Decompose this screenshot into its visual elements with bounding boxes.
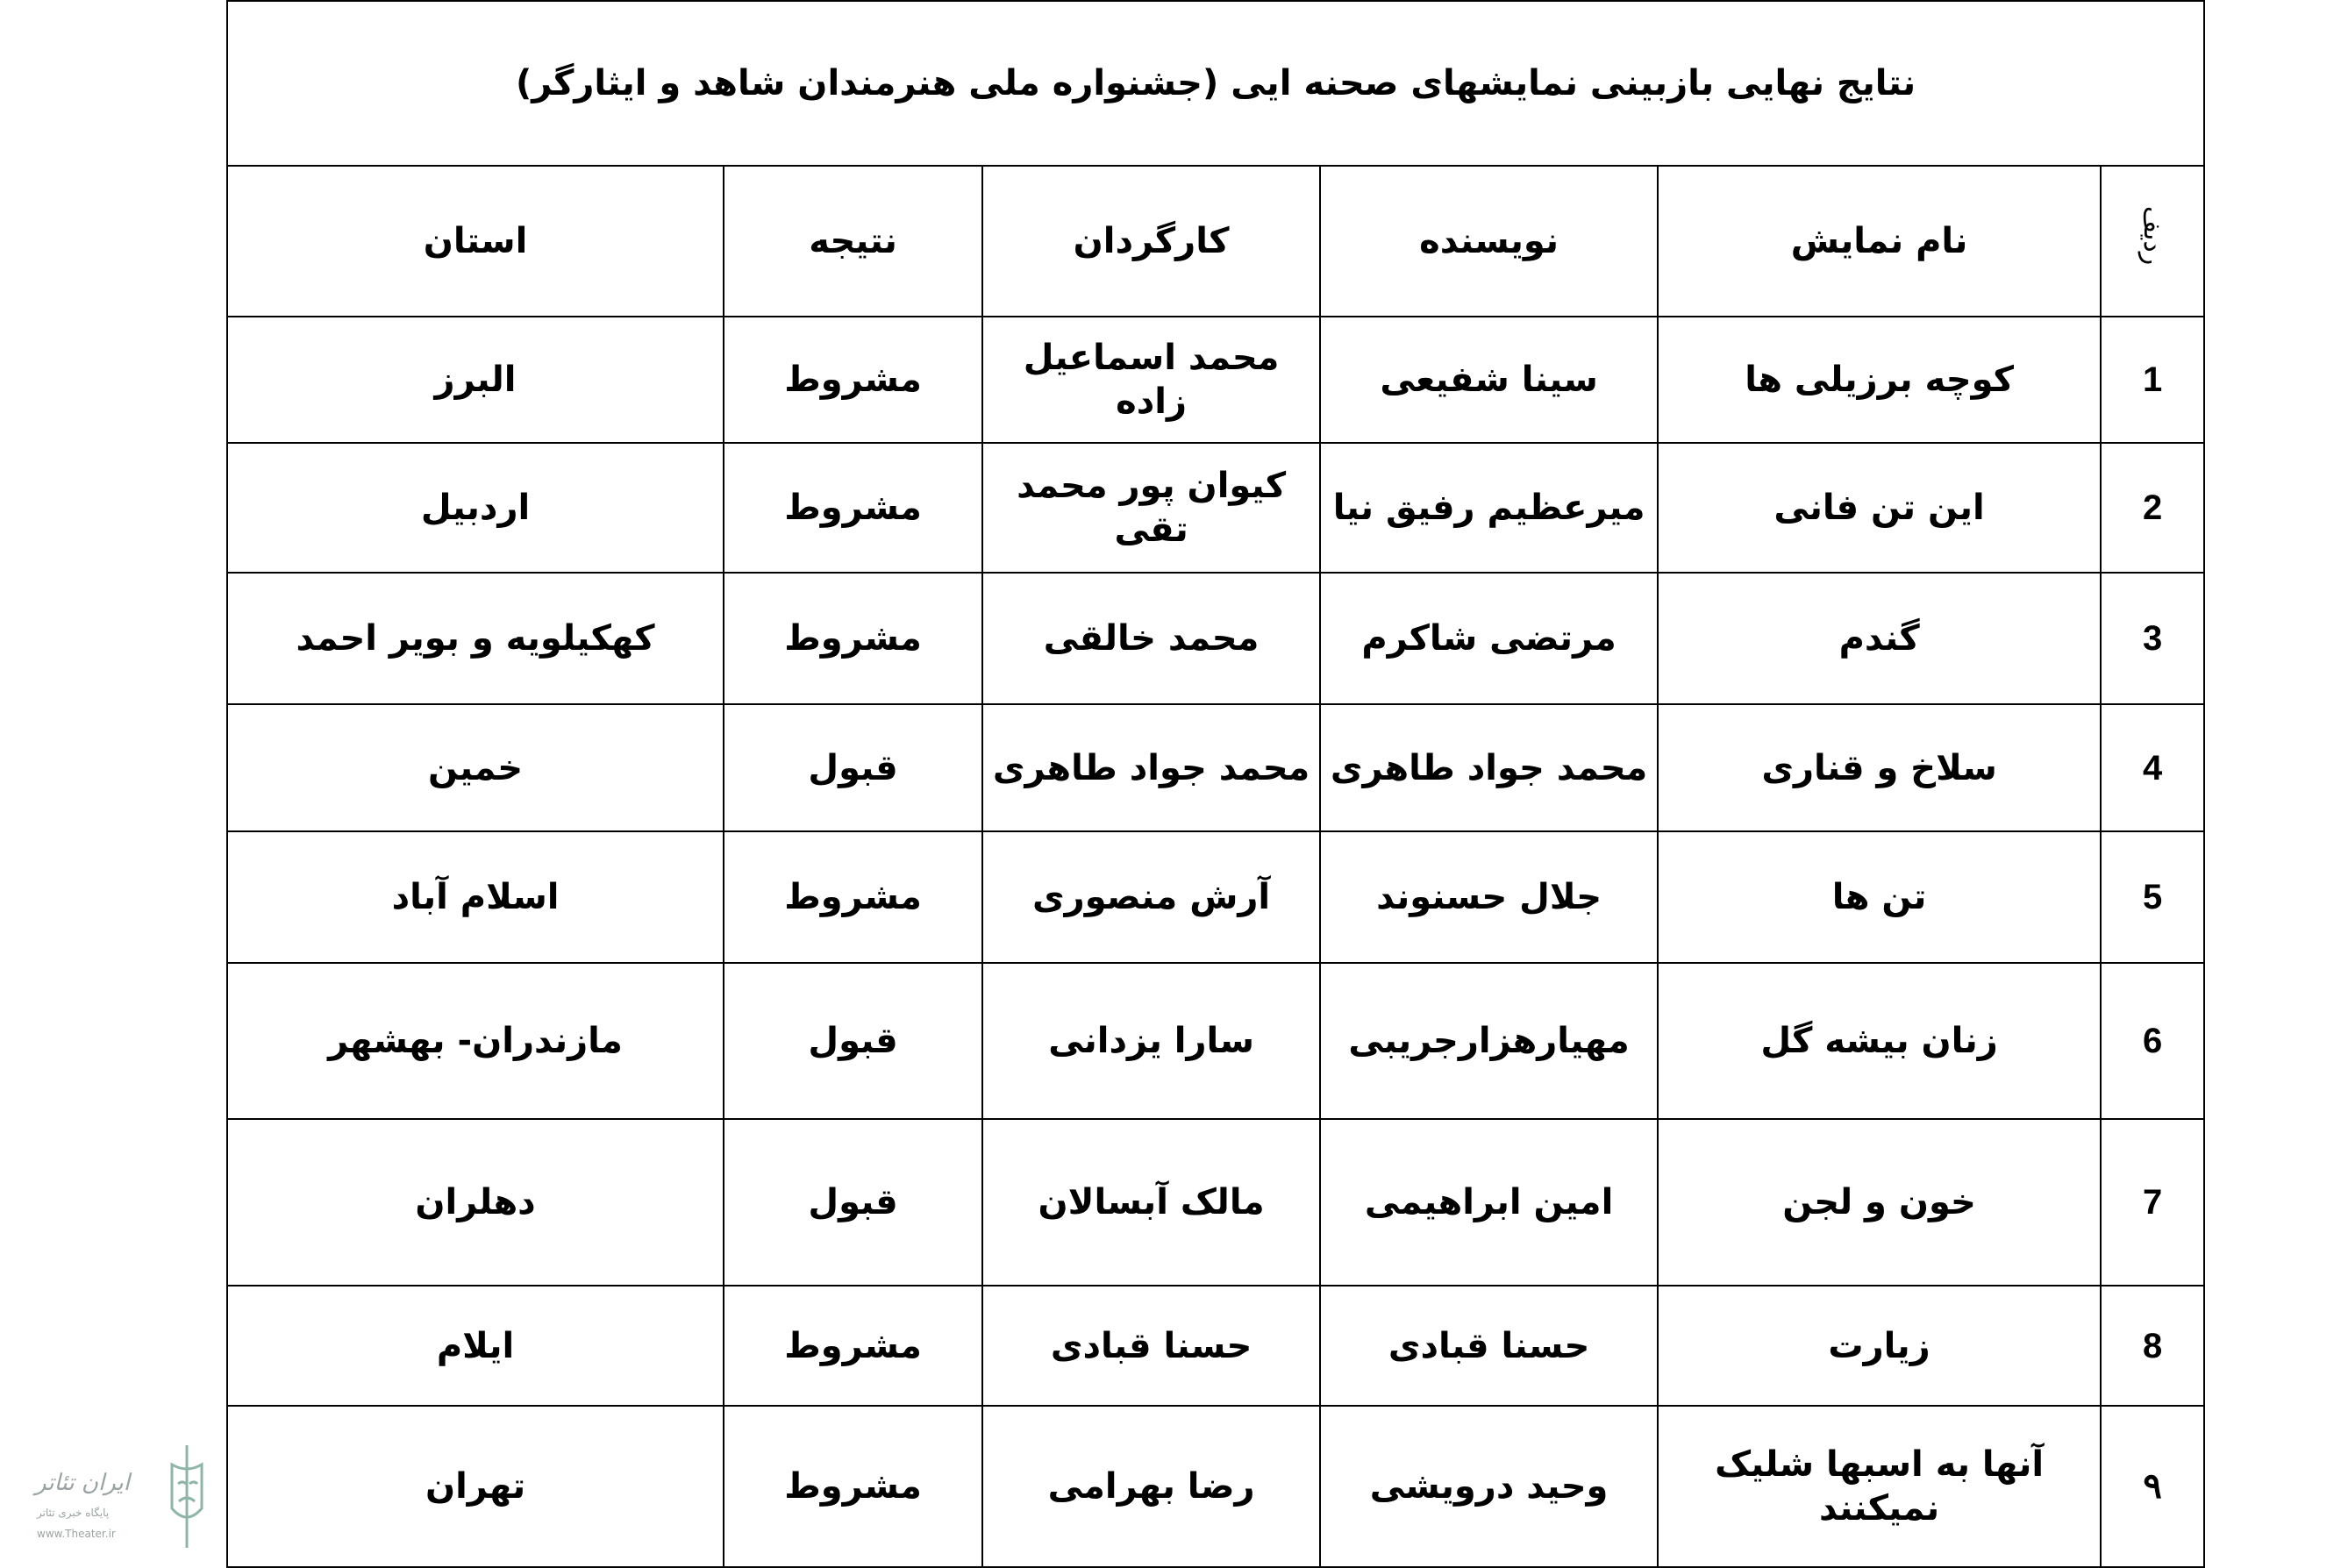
table-row (227, 963, 2204, 1119)
row-result: قبول (724, 1119, 982, 1286)
row-writer: وحید درویشی (1320, 1406, 1658, 1567)
row-director: محمد خالقی (982, 573, 1320, 704)
row-writer: حسنا قبادی (1320, 1286, 1658, 1406)
row-result: مشروط (724, 1406, 982, 1567)
logo-name: ایران تئاتر (35, 1470, 130, 1496)
row-writer: سینا شفیعی (1320, 317, 1658, 443)
row-province: البرز (227, 317, 724, 443)
table-row (227, 443, 2204, 573)
row-director: حسنا قبادی (982, 1286, 1320, 1406)
row-writer: مهیارهزارجریبی (1320, 963, 1658, 1119)
row-director: محمد جواد طاهری (982, 704, 1320, 831)
row-result: مشروط (724, 443, 982, 573)
row-writer: امین ابراهیمی (1320, 1119, 1658, 1286)
row-name: سلاخ و قناری (1658, 704, 2101, 831)
row-province: اردبیل (227, 443, 724, 573)
row-result: مشروط (724, 573, 982, 704)
row-num: 5 (2101, 831, 2204, 963)
table-row (227, 1119, 2204, 1286)
row-director: مالک آبسالان (982, 1119, 1320, 1286)
row-province: دهلران (227, 1119, 724, 1286)
row-director: سارا یزدانی (982, 963, 1320, 1119)
table-row (227, 704, 2204, 831)
row-result: قبول (724, 704, 982, 831)
row-name: گندم (1658, 573, 2101, 704)
row-num: 3 (2101, 573, 2204, 704)
row-name: این تن فانی (1658, 443, 2101, 573)
row-num: 7 (2101, 1119, 2204, 1286)
row-director: کیوان پور محمد تقی (982, 443, 1320, 573)
row-province: کهکیلویه و بویر احمد (227, 573, 724, 704)
table-row (227, 317, 2204, 443)
row-num: ۹ (2101, 1406, 2204, 1567)
row-result: مشروط (724, 1286, 982, 1406)
row-director: آرش منصوری (982, 831, 1320, 963)
row-name: زنان بیشه گل (1658, 963, 2101, 1119)
row-num: 4 (2101, 704, 2204, 831)
row-result: مشروط (724, 317, 982, 443)
row-writer: میرعظیم رفیق نیا (1320, 443, 1658, 573)
header-province: استان (227, 166, 724, 317)
table-row (227, 1406, 2204, 1567)
logo-url: www.Theater.ir (37, 1528, 116, 1540)
table-row (227, 573, 2204, 704)
row-province: تهران (227, 1406, 724, 1567)
row-province: خمین (227, 704, 724, 831)
row-result: قبول (724, 963, 982, 1119)
header-name: نام نمایش (1658, 166, 2101, 317)
header-num-label: ردیف (2137, 206, 2168, 266)
row-name: کوچه برزیلی ها (1658, 317, 2101, 443)
title-row (227, 1, 2204, 166)
row-province: مازندران- بهشهر (227, 963, 724, 1119)
row-name: خون و لجن (1658, 1119, 2101, 1286)
header-writer: نویسنده (1320, 166, 1658, 317)
row-name: تن ها (1658, 831, 2101, 963)
header-row (227, 166, 2204, 317)
watermark-logo (33, 1438, 209, 1552)
table-row (227, 1286, 2204, 1406)
row-num: 6 (2101, 963, 2204, 1119)
row-result: مشروط (724, 831, 982, 963)
logo-subtitle: پایگاه خبری تئاتر (37, 1507, 110, 1519)
page-title: نتایج نهایی بازبینی نمایشهای صحنه ایی (جشنواره ملی هنرمندان شاهد و ایثارگر) (227, 1, 2204, 166)
row-writer: محمد جواد طاهری (1320, 704, 1658, 831)
row-name: زیارت (1658, 1286, 2101, 1406)
header-director: کارگردان (982, 166, 1320, 317)
row-name: آنها به اسبها شلیک نمیکنند (1658, 1406, 2101, 1567)
row-province: اسلام آباد (227, 831, 724, 963)
row-writer: مرتضی شاکرم (1320, 573, 1658, 704)
row-director: رضا بهرامی (982, 1406, 1320, 1567)
header-num (2101, 166, 2204, 317)
row-writer: جلال حسنوند (1320, 831, 1658, 963)
row-province: ایلام (227, 1286, 724, 1406)
row-num: 2 (2101, 443, 2204, 573)
row-num: 1 (2101, 317, 2204, 443)
header-result: نتیجه (724, 166, 982, 317)
row-num: 8 (2101, 1286, 2204, 1406)
row-director: محمد اسماعیل زاده (982, 317, 1320, 443)
results-table (226, 0, 2205, 1568)
table-row (227, 831, 2204, 963)
